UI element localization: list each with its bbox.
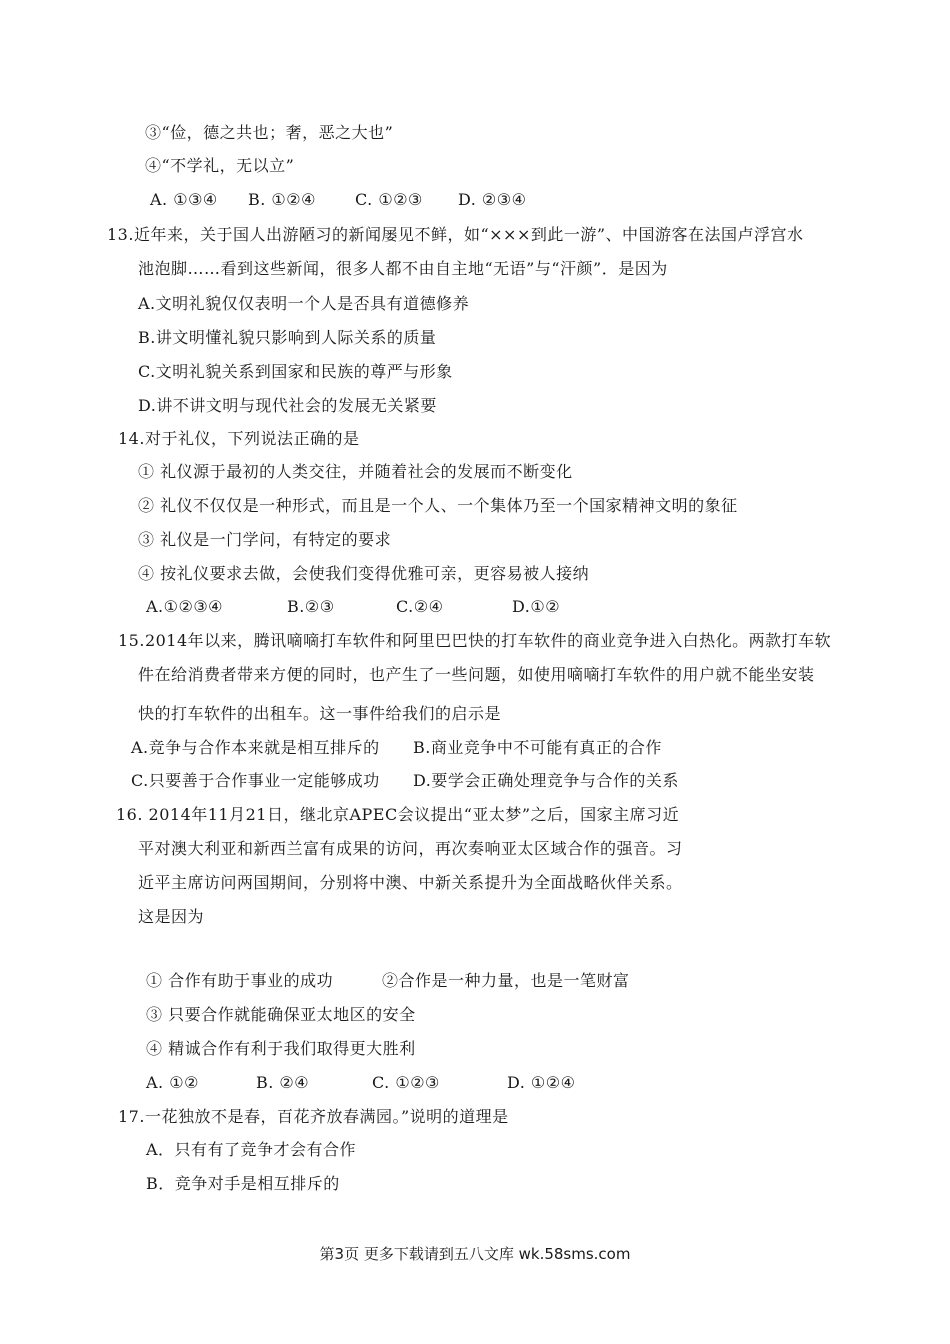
- q13-stem-line-1: 13.近年来，关于国人出游陋习的新闻屡见不鲜，如“×××到此一游”、中国游客在法国卢浮宫水: [107, 225, 804, 244]
- q16-item-3: ③ 只要合作就能确保亚太地区的安全: [146, 1005, 416, 1024]
- q13-option-c: C.文明礼貌关系到国家和民族的尊严与形象: [138, 362, 453, 381]
- q16-item-2: ②合作是一种力量，也是一笔财富: [382, 971, 630, 990]
- q16-option-b: B. ②④: [256, 1073, 310, 1092]
- q16-stem-line-1: 16. 2014年11月21日，继北京APEC会议提出“亚太梦”之后，国家主席习近: [116, 805, 680, 824]
- q16-option-a: A. ①②: [146, 1073, 199, 1092]
- q14-option-d: D.①②: [512, 597, 561, 616]
- q14-stem: 14.对于礼仪，下列说法正确的是: [118, 429, 360, 448]
- q13-option-b: B.讲文明懂礼貌只影响到人际关系的质量: [138, 328, 437, 347]
- q16-item-1: ① 合作有助于事业的成功: [146, 971, 334, 990]
- q17-option-b: B．竞争对手是相互排斥的: [146, 1174, 340, 1193]
- q16-item-4: ④ 精诚合作有利于我们取得更大胜利: [146, 1039, 416, 1058]
- q12-item-4: ④“不学礼，无以立”: [145, 156, 295, 175]
- q13-option-d: D.讲不讲文明与现代社会的发展无关紧要: [138, 396, 437, 415]
- q16-stem-line-2: 平对澳大利亚和新西兰富有成果的访问，再次奏响亚太区域合作的强音。习: [138, 839, 683, 858]
- q15-stem-line-1: 15.2014年以来，腾讯嘀嘀打车软件和阿里巴巴快的打车软件的商业竞争进入白热化。两款打车软: [118, 631, 832, 650]
- q12-item-3: ③“俭，德之共也；奢，恶之大也”: [145, 123, 394, 142]
- q15-stem-line-2: 件在给消费者带来方便的同时，也产生了一些问题，如使用嘀嘀打车软件的用户就不能坐安装: [138, 665, 815, 684]
- q15-options-row-1: [131, 737, 662, 759]
- q15-option-b: B.商业竞争中不可能有真正的合作: [413, 738, 662, 757]
- q13-option-a: A.文明礼貌仅仅表明一个人是否具有道德修养: [138, 294, 470, 313]
- q14-item-1: ① 礼仪源于最初的人类交往，并随着社会的发展而不断变化: [138, 462, 573, 481]
- q16-items-row-1: [146, 970, 630, 992]
- q15-option-a: A.竞争与合作本来就是相互排斥的: [131, 738, 380, 757]
- q14-option-b: B.②③: [287, 597, 335, 616]
- q17-option-a: A．只有有了竞争才会有合作: [146, 1140, 357, 1159]
- q15-option-c: C.只要善于合作事业一定能够成功: [131, 771, 380, 790]
- q16-options: [146, 1072, 575, 1094]
- q16-option-d: D. ①②④: [507, 1073, 576, 1092]
- q14-item-4: ④ 按礼仪要求去做，会使我们变得优雅可亲，更容易被人接纳: [138, 564, 590, 583]
- q15-stem-line-3: 快的打车软件的出租车。这一事件给我们的启示是: [138, 704, 502, 723]
- q15-option-d: D.要学会正确处理竞争与合作的关系: [413, 771, 679, 790]
- q12-options: [150, 189, 526, 211]
- q16-stem-line-3: 近平主席访问两国期间，分别将中澳、中新关系提升为全面战略伙伴关系。: [138, 873, 683, 892]
- q14-item-3: ③ 礼仪是一门学问，有特定的要求: [138, 530, 392, 549]
- q14-option-a: A.①②③④: [146, 597, 224, 616]
- q17-stem: 17.一花独放不是春，百花齐放春满园。”说明的道理是: [118, 1107, 509, 1126]
- q12-option-b: B. ①②④: [248, 190, 316, 209]
- q14-item-2: ② 礼仪不仅仅是一种形式，而且是一个人、一个集体乃至一个国家精神文明的象征: [138, 496, 738, 515]
- q16-stem-line-4: 这是因为: [138, 907, 205, 926]
- q15-options-row-2: [131, 770, 679, 792]
- q16-option-c: C. ①②③: [372, 1073, 440, 1092]
- q12-option-a: A. ①③④: [150, 190, 218, 209]
- q12-option-c: C. ①②③: [355, 190, 423, 209]
- q12-option-d: D. ②③④: [458, 190, 527, 209]
- q14-options: [146, 596, 560, 618]
- q13-stem-line-2: 池泡脚……看到这些新闻，很多人都不由自主地“无语”与“汗颜”．是因为: [138, 259, 668, 278]
- page-footer: 第3页 更多下载请到五八文库 wk.58sms.com: [319, 1245, 631, 1263]
- q14-option-c: C.②④: [396, 597, 444, 616]
